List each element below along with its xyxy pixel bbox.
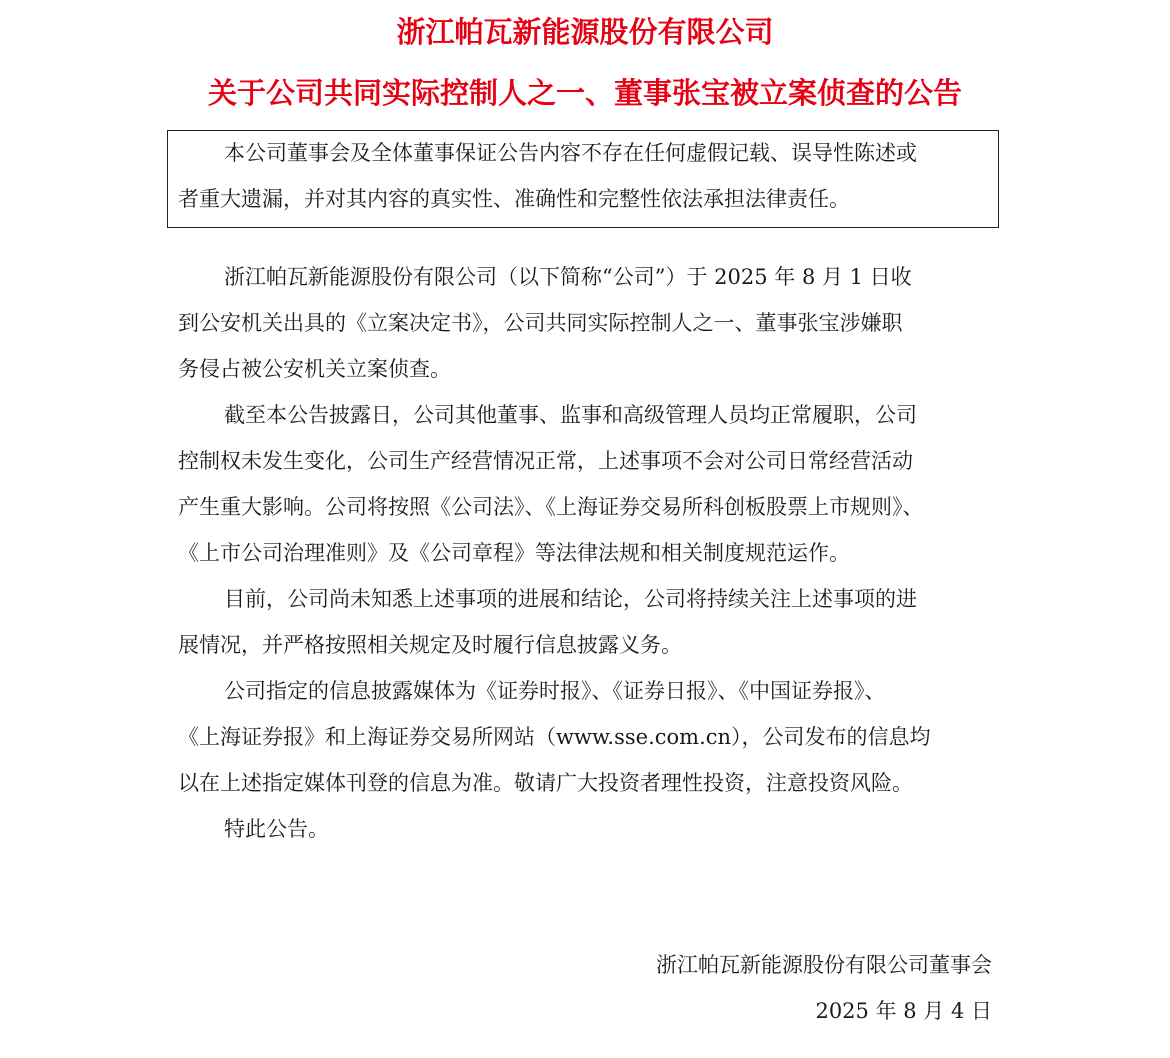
paragraph-line: 浙江帕瓦新能源股份有限公司（以下简称“公司”）于 2025 年 8 月 1 日收 bbox=[224, 265, 912, 289]
paragraph-line: 《上市公司治理准则》及《公司章程》等法律法规和相关制度规范运作。 bbox=[178, 541, 850, 565]
paragraph-line: 展情况，并严格按照相关规定及时履行信息披露义务。 bbox=[178, 633, 682, 657]
disclaimer-line: 者重大遗漏，并对其内容的真实性、准确性和完整性依法承担法律责任。 bbox=[178, 187, 850, 211]
announcement-title: 关于公司共同实际控制人之一、董事张宝被立案侦查的公告 bbox=[207, 76, 962, 110]
paragraph-line: 控制权未发生变化，公司生产经营情况正常，上述事项不会对公司日常经营活动 bbox=[178, 449, 913, 473]
paragraph-line: 产生重大影响。公司将按照《公司法》、《上海证券交易所科创板股票上市规则》、 bbox=[178, 495, 924, 519]
paragraph-line: 《上海证券报》和上海证券交易所网站（www.sse.com.cn），公司发布的信息均 bbox=[178, 725, 931, 749]
disclaimer-line: 本公司董事会及全体董事保证公告内容不存在任何虚假记载、误导性陈述或 bbox=[224, 141, 917, 165]
paragraph-line: 以在上述指定媒体刊登的信息为准。敬请广大投资者理性投资，注意投资风险。 bbox=[178, 771, 913, 795]
paragraph-line: 公司指定的信息披露媒体为《证券时报》、《证券日报》、《中国证券报》、 bbox=[224, 679, 886, 703]
signature-date: 2025 年 8 月 4 日 bbox=[815, 999, 992, 1023]
paragraph-line: 务侵占被公安机关立案侦查。 bbox=[178, 357, 451, 381]
paragraph-line: 到公安机关出具的《立案决定书》，公司共同实际控制人之一、董事张宝涉嫌职 bbox=[178, 311, 903, 335]
paragraph-line: 截至本公告披露日，公司其他董事、监事和高级管理人员均正常履职，公司 bbox=[224, 403, 917, 427]
paragraph-line: 特此公告。 bbox=[224, 817, 329, 841]
paragraph-line: 目前，公司尚未知悉上述事项的进展和结论，公司将持续关注上述事项的进 bbox=[224, 587, 917, 611]
signature-issuer: 浙江帕瓦新能源股份有限公司董事会 bbox=[656, 953, 992, 977]
company-title: 浙江帕瓦新能源股份有限公司 bbox=[396, 15, 774, 49]
